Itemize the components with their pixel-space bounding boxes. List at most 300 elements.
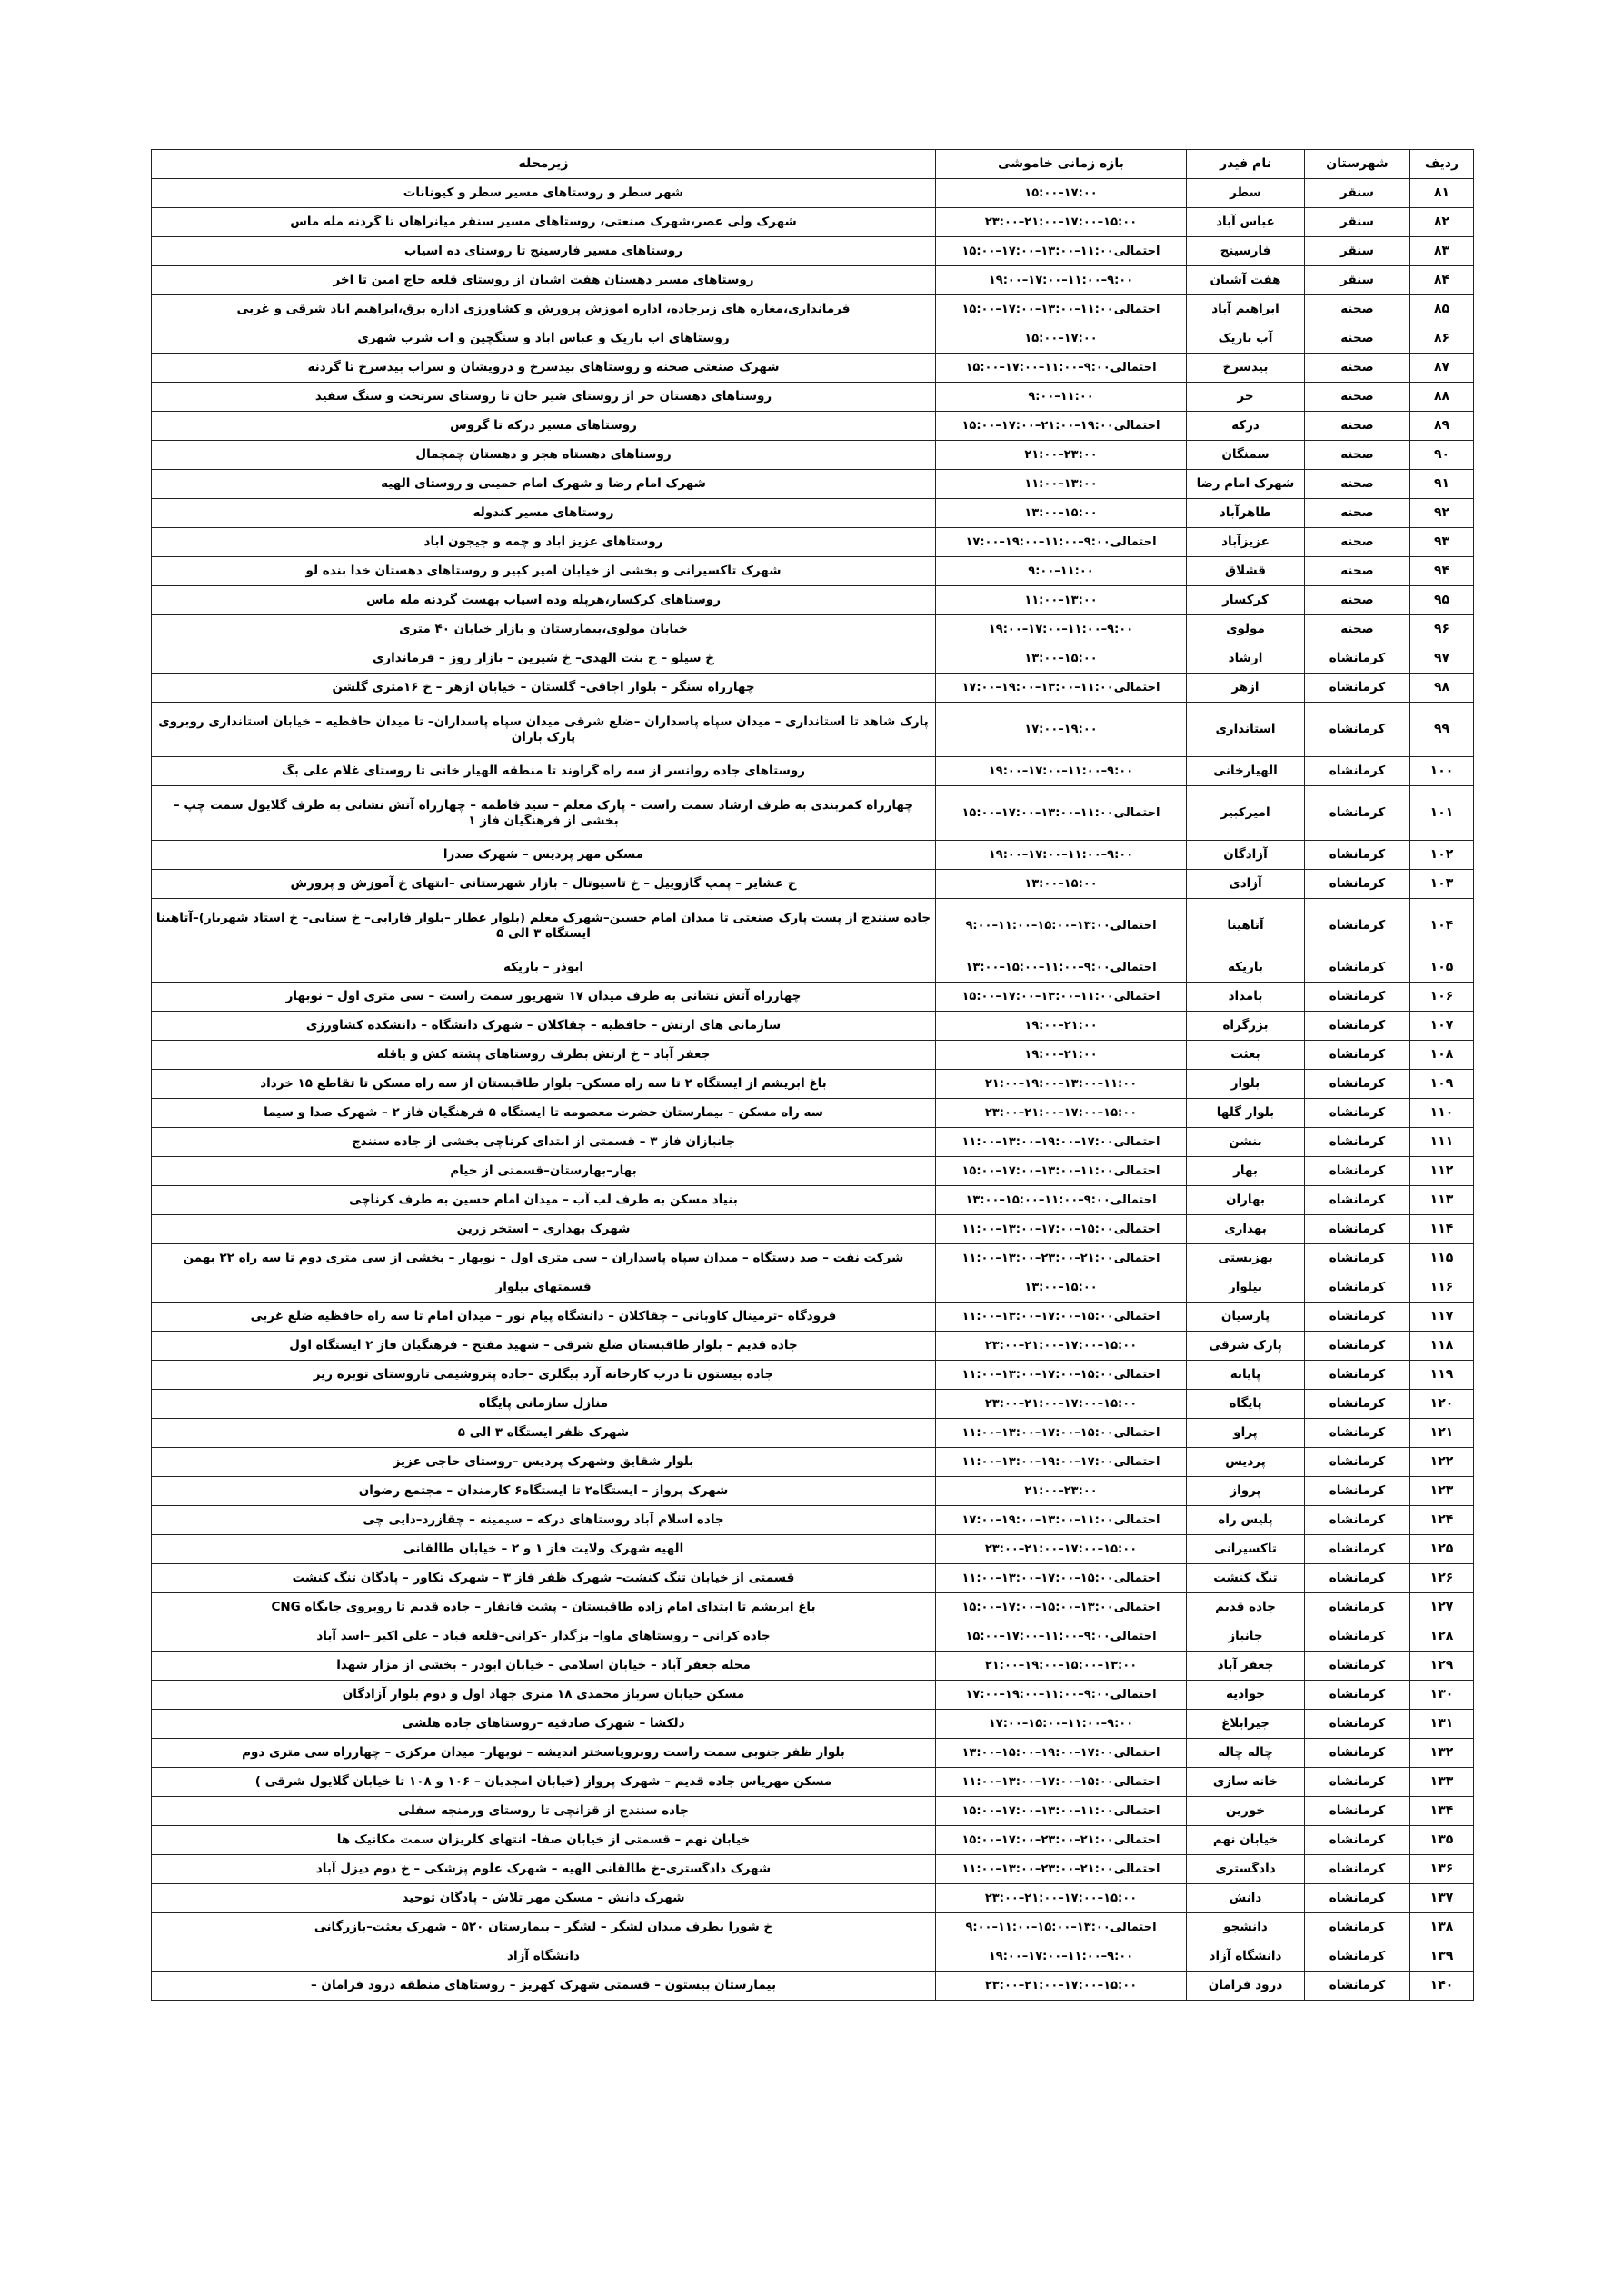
cell-city: کرمانشاه [1305, 1128, 1410, 1157]
cell-feeder: ازهر [1187, 674, 1305, 703]
cell-outage-time: ۲۱:۰۰–۲۳:۰۰ [936, 441, 1187, 470]
cell-feeder: پلیس راه [1187, 1506, 1305, 1535]
cell-outage-time: ۱۹:۰۰–۲۱:۰۰ [936, 1012, 1187, 1041]
cell-feeder: خورین [1187, 1797, 1305, 1826]
table-row [152, 1768, 1474, 1797]
table-row [152, 1157, 1474, 1186]
cell-row-number: ۱۱۹ [1410, 1361, 1474, 1390]
cell-feeder: بهداری [1187, 1215, 1305, 1244]
table-row [152, 1070, 1474, 1099]
cell-area: بلوار ظفر جنوبی سمت راست روبرویاسختر اندیشه – نوبهار– میدان مرکزی – چهارراه سی متری دوم [152, 1739, 936, 1768]
cell-feeder: تاکسیرانی [1187, 1535, 1305, 1564]
cell-outage-time: احتمالی۲۱:۰۰–۲۳:۰۰–۱۳:۰۰–۱۱:۰۰ [936, 1855, 1187, 1884]
table-row [152, 412, 1474, 441]
table-row [152, 1012, 1474, 1041]
cell-row-number: ۱۰۶ [1410, 983, 1474, 1012]
cell-city: صحنه [1305, 615, 1410, 644]
table-row [152, 1855, 1474, 1884]
cell-city: کرمانشاه [1305, 1622, 1410, 1652]
cell-feeder: جعفر آباد [1187, 1652, 1305, 1681]
table-row [152, 1303, 1474, 1332]
cell-row-number: ۱۰۱ [1410, 786, 1474, 841]
cell-city: کرمانشاه [1305, 870, 1410, 899]
cell-city: کرمانشاه [1305, 1273, 1410, 1303]
table-row [152, 1681, 1474, 1710]
cell-city: کرمانشاه [1305, 1506, 1410, 1535]
cell-city: کرمانشاه [1305, 1884, 1410, 1913]
table-row [152, 1273, 1474, 1303]
cell-feeder: عباس آباد [1187, 208, 1305, 237]
cell-feeder: خانه سازی [1187, 1768, 1305, 1797]
cell-row-number: ۸۳ [1410, 237, 1474, 266]
table-row [152, 786, 1474, 841]
cell-area: شهرک دانش – مسکن مهر تلاش – پادگان توحید [152, 1884, 936, 1913]
cell-feeder: بیدسرخ [1187, 354, 1305, 383]
cell-row-number: ۱۱۰ [1410, 1099, 1474, 1128]
cell-feeder: ابراهیم آباد [1187, 295, 1305, 324]
cell-row-number: ۱۱۳ [1410, 1186, 1474, 1215]
table-row [152, 1972, 1474, 2001]
cell-city: کرمانشاه [1305, 1942, 1410, 1972]
cell-outage-time: احتمالی۱۵:۰۰–۱۷:۰۰–۱۳:۰۰–۱۱:۰۰ [936, 1419, 1187, 1448]
table-row [152, 1535, 1474, 1564]
cell-area: شرکت نفت – صد دستگاه – میدان سپاه پاسداران – سی متری اول – نوبهار – بخشی از سی متری دوم تا سه راه ۲۲ بهمن [152, 1244, 936, 1273]
cell-feeder: بعثت [1187, 1041, 1305, 1070]
cell-row-number: ۹۳ [1410, 528, 1474, 557]
header-row-number: ردیف [1410, 150, 1474, 179]
cell-area: سازمانی های ارتش – حافظیه – چقاکلان – شهرک دانشگاه – دانشکده کشاورزی [152, 1012, 936, 1041]
cell-row-number: ۱۰۰ [1410, 757, 1474, 786]
cell-city: کرمانشاه [1305, 1564, 1410, 1593]
cell-row-number: ۱۰۷ [1410, 1012, 1474, 1041]
table-row [152, 1419, 1474, 1448]
cell-area: روستاهای عزیز اباد و چمه و جیجون اباد [152, 528, 936, 557]
cell-city: کرمانشاه [1305, 1244, 1410, 1273]
cell-feeder: پراو [1187, 1419, 1305, 1448]
cell-row-number: ۱۲۴ [1410, 1506, 1474, 1535]
cell-city: کرمانشاه [1305, 1797, 1410, 1826]
table-header-row [152, 150, 1474, 179]
cell-row-number: ۹۰ [1410, 441, 1474, 470]
cell-row-number: ۱۱۴ [1410, 1215, 1474, 1244]
cell-area: روستاهای دهستاه هجر و دهستان چمچمال [152, 441, 936, 470]
table-row [152, 295, 1474, 324]
cell-outage-time: ۱۱:۰۰–۱۳:۰۰ [936, 586, 1187, 615]
cell-row-number: ۱۰۹ [1410, 1070, 1474, 1099]
cell-city: صحنه [1305, 354, 1410, 383]
cell-row-number: ۱۳۰ [1410, 1681, 1474, 1710]
cell-city: کرمانشاه [1305, 1826, 1410, 1855]
cell-row-number: ۹۷ [1410, 644, 1474, 674]
cell-city: کرمانشاه [1305, 1157, 1410, 1186]
cell-feeder: آزادی [1187, 870, 1305, 899]
cell-area: چهارراه کمربندی به طرف ارشاد سمت راست – پارک معلم – سید فاطمه – چهارراه آتش نشانی به طرف گلایول سمت چپ – بخشی از فرهنگیان فاز ۱ [152, 786, 936, 841]
cell-area: قسمتی از خیابان تنگ کنشت– شهرک ظفر فاز ۳ – شهرک تکاور – پادگان تنگ کنشت [152, 1564, 936, 1593]
cell-area: دانشگاه آزاد [152, 1942, 936, 1972]
cell-city: کرمانشاه [1305, 1448, 1410, 1477]
cell-outage-time: ۱۹:۰۰–۱۷:۰۰–۱۱:۰۰–۹:۰۰ [936, 615, 1187, 644]
cell-area: خ عشایر – پمپ گازوییل – خ تاسیوتال – بازار شهرستانی –انتهای خ آموزش و پرورش [152, 870, 936, 899]
cell-area: جاده سنندج از قزانچی تا روستای ورمنجه سفلی [152, 1797, 936, 1826]
table-row [152, 470, 1474, 499]
cell-city: سنقر [1305, 237, 1410, 266]
header-city: شهرستان [1305, 150, 1410, 179]
cell-row-number: ۸۴ [1410, 266, 1474, 295]
cell-city: کرمانشاه [1305, 1390, 1410, 1419]
cell-outage-time: ۲۳:۰۰–۲۱:۰۰–۱۷:۰۰–۱۵:۰۰ [936, 1099, 1187, 1128]
cell-city: کرمانشاه [1305, 786, 1410, 841]
cell-feeder: قشلاق [1187, 557, 1305, 586]
cell-feeder: چاله چاله [1187, 1739, 1305, 1768]
cell-city: صحنه [1305, 412, 1410, 441]
table-row [152, 1041, 1474, 1070]
cell-area: ابوذر – باریکه [152, 953, 936, 983]
cell-outage-time: احتمالی۱۵:۰۰–۱۷:۰۰–۱۳:۰۰–۱۱:۰۰ [936, 1215, 1187, 1244]
table-row [152, 1215, 1474, 1244]
cell-area: فرمانداری،مغازه های زیرجاده، اداره اموزش پرورش و کشاورزی اداره برق،ابراهیم اباد شرقی و غربی [152, 295, 936, 324]
cell-area: منازل سازمانی پایگاه [152, 1390, 936, 1419]
cell-row-number: ۱۲۳ [1410, 1477, 1474, 1506]
cell-outage-time: ۲۱:۰۰–۱۹:۰۰–۱۳:۰۰–۱۱:۰۰ [936, 1070, 1187, 1099]
cell-outage-time: احتمالی۹:۰۰–۱۱:۰۰–۱۹:۰۰–۱۷:۰۰ [936, 528, 1187, 557]
cell-feeder: سمنگان [1187, 441, 1305, 470]
cell-feeder: بامداد [1187, 983, 1305, 1012]
cell-row-number: ۱۰۴ [1410, 899, 1474, 953]
cell-city: کرمانشاه [1305, 1099, 1410, 1128]
cell-feeder: بنشن [1187, 1128, 1305, 1157]
cell-feeder: امیرکبیر [1187, 786, 1305, 841]
cell-row-number: ۱۳۹ [1410, 1942, 1474, 1972]
cell-row-number: ۹۲ [1410, 499, 1474, 528]
cell-feeder: جانباز [1187, 1622, 1305, 1652]
cell-city: کرمانشاه [1305, 899, 1410, 953]
cell-outage-time: ۱۹:۰۰–۲۱:۰۰ [936, 1041, 1187, 1070]
cell-outage-time: ۱۹:۰۰–۱۷:۰۰–۱۱:۰۰–۹:۰۰ [936, 266, 1187, 295]
table-row [152, 1884, 1474, 1913]
cell-row-number: ۱۳۴ [1410, 1797, 1474, 1826]
cell-outage-time: ۱۵:۰۰–۱۷:۰۰ [936, 324, 1187, 354]
cell-outage-time: ۱۳:۰۰–۱۵:۰۰ [936, 644, 1187, 674]
table-row [152, 870, 1474, 899]
cell-row-number: ۱۲۲ [1410, 1448, 1474, 1477]
cell-outage-time: احتمالی۱۵:۰۰–۱۷:۰۰–۱۳:۰۰–۱۱:۰۰ [936, 1768, 1187, 1797]
table-row [152, 1099, 1474, 1128]
cell-outage-time: احتمالی۹:۰۰–۱۱:۰۰–۱۷:۰۰–۱۵:۰۰ [936, 354, 1187, 383]
header-area: زیرمحله [152, 150, 936, 179]
cell-row-number: ۹۵ [1410, 586, 1474, 615]
table-row [152, 1739, 1474, 1768]
cell-row-number: ۸۷ [1410, 354, 1474, 383]
cell-outage-time: ۲۱:۰۰–۲۳:۰۰ [936, 1477, 1187, 1506]
table-row [152, 1826, 1474, 1855]
cell-row-number: ۱۲۵ [1410, 1535, 1474, 1564]
cell-feeder: پارسیان [1187, 1303, 1305, 1332]
table-row [152, 1652, 1474, 1681]
cell-feeder: بلوار [1187, 1070, 1305, 1099]
cell-area: شهرک ولی عصر،شهرک صنعتی، روستاهای مسیر سنقر میانراهان تا گردنه مله ماس [152, 208, 936, 237]
cell-area: دلکشا – شهرک صادقیه –روستاهای جاده هلشی [152, 1710, 936, 1739]
table-row [152, 499, 1474, 528]
cell-feeder: دانشجو [1187, 1913, 1305, 1942]
cell-area: روستاهای جاده روانسر از سه راه گراوند تا منطقه الهیار خانی تا روستای غلام علی بگ [152, 757, 936, 786]
cell-outage-time: احتمالی۱۵:۰۰–۱۷:۰۰–۱۳:۰۰–۱۱:۰۰ [936, 1303, 1187, 1332]
cell-feeder: جیرابلاغ [1187, 1710, 1305, 1739]
table-row [152, 953, 1474, 983]
cell-area: روستاهای دهستان حر از روستای شیر خان تا روستای سرتخت و سنگ سفید [152, 383, 936, 412]
cell-area: شهرک صنعتی صحنه و روستاهای بیدسرخ و درویشان و سراب بیدسرخ تا گردنه [152, 354, 936, 383]
table-row [152, 266, 1474, 295]
cell-outage-time: احتمالی۱۱:۰۰–۱۳:۰۰–۱۹:۰۰–۱۷:۰۰ [936, 674, 1187, 703]
cell-area: مسکن مهر پردیس – شهرک صدرا [152, 841, 936, 870]
cell-row-number: ۱۳۸ [1410, 1913, 1474, 1942]
cell-city: کرمانشاه [1305, 757, 1410, 786]
cell-city: کرمانشاه [1305, 1652, 1410, 1681]
cell-row-number: ۱۰۵ [1410, 953, 1474, 983]
cell-feeder: درود فرامان [1187, 1972, 1305, 2001]
cell-outage-time: ۲۳:۰۰–۲۱:۰۰–۱۷:۰۰–۱۵:۰۰ [936, 208, 1187, 237]
cell-city: صحنه [1305, 383, 1410, 412]
cell-area: شهرک دادگستری–خ طالقانی الهیه – شهرک علوم پزشکی – خ دوم دیزل آباد [152, 1855, 936, 1884]
cell-row-number: ۱۱۱ [1410, 1128, 1474, 1157]
cell-feeder: پردیس [1187, 1448, 1305, 1477]
cell-row-number: ۱۰۳ [1410, 870, 1474, 899]
cell-area: روستاهای اب باریک و عباس اباد و سنگچین و اب شرب شهری [152, 324, 936, 354]
cell-feeder: پایانه [1187, 1361, 1305, 1390]
cell-outage-time: احتمالی۹:۰۰–۱۱:۰۰–۱۵:۰۰–۱۳:۰۰ [936, 1186, 1187, 1215]
cell-area: جاده سنندج از پست پارک صنعتی تا میدان امام حسین–شهرک معلم (بلوار عطار –بلوار فارابی– خ سنایی– خ استاد شهریار)–آتاهینا ایستگاه ۳ الی ۵ [152, 899, 936, 953]
cell-row-number: ۱۱۶ [1410, 1273, 1474, 1303]
cell-feeder: استانداری [1187, 703, 1305, 757]
cell-outage-time: ۱۳:۰۰–۱۵:۰۰ [936, 1273, 1187, 1303]
cell-feeder: آتاهینا [1187, 899, 1305, 953]
cell-feeder: بیلوار [1187, 1273, 1305, 1303]
cell-feeder: باریکه [1187, 953, 1305, 983]
cell-row-number: ۹۶ [1410, 615, 1474, 644]
table-row [152, 983, 1474, 1012]
cell-row-number: ۱۳۲ [1410, 1739, 1474, 1768]
table-row [152, 1448, 1474, 1477]
table-row [152, 1622, 1474, 1652]
cell-city: کرمانشاه [1305, 1855, 1410, 1884]
table-row [152, 1913, 1474, 1942]
table-row [152, 354, 1474, 383]
cell-area: بلوار شقایق وشهرک پردیس –روستای حاجی عزیز [152, 1448, 936, 1477]
cell-city: صحنه [1305, 295, 1410, 324]
table-row [152, 1361, 1474, 1390]
table-row [152, 1390, 1474, 1419]
cell-row-number: ۸۸ [1410, 383, 1474, 412]
cell-row-number: ۱۳۶ [1410, 1855, 1474, 1884]
cell-city: صحنه [1305, 499, 1410, 528]
cell-row-number: ۸۶ [1410, 324, 1474, 354]
cell-feeder: درکه [1187, 412, 1305, 441]
cell-city: کرمانشاه [1305, 841, 1410, 870]
cell-feeder: جاده قدیم [1187, 1593, 1305, 1622]
cell-area: خیابان مولوی،بیمارستان و بازار خیابان ۴۰ متری [152, 615, 936, 644]
cell-feeder: آزادگان [1187, 841, 1305, 870]
cell-city: کرمانشاه [1305, 1332, 1410, 1361]
cell-outage-time: ۱۳:۰۰–۱۵:۰۰ [936, 870, 1187, 899]
cell-feeder: حر [1187, 383, 1305, 412]
cell-outage-time: ۱۹:۰۰–۱۷:۰۰–۱۱:۰۰–۹:۰۰ [936, 757, 1187, 786]
table-row [152, 1942, 1474, 1972]
cell-area: خیابان نهم – قسمتی از خیابان صفا– انتهای کلریزان سمت مکانیک ها [152, 1826, 936, 1855]
table-row [152, 1797, 1474, 1826]
cell-area: شهرک ظفر ایستگاه ۳ الی ۵ [152, 1419, 936, 1448]
cell-row-number: ۱۲۹ [1410, 1652, 1474, 1681]
cell-city: کرمانشاه [1305, 644, 1410, 674]
cell-area: الهیه شهرک ولایت فاز ۱ و ۲ – خیابان طالقانی [152, 1535, 936, 1564]
cell-outage-time: احتمالی۱۹:۰۰–۲۱:۰۰–۱۷:۰۰–۱۵:۰۰ [936, 412, 1187, 441]
table-row [152, 644, 1474, 674]
cell-feeder: سطر [1187, 179, 1305, 208]
cell-row-number: ۱۱۵ [1410, 1244, 1474, 1273]
table-row [152, 1477, 1474, 1506]
cell-city: کرمانشاه [1305, 1070, 1410, 1099]
cell-city: کرمانشاه [1305, 1186, 1410, 1215]
cell-area: شهرک تاکسیرانی و بخشی از خیابان امیر کبیر و روستاهای دهستان خدا بنده لو [152, 557, 936, 586]
cell-outage-time: ۱۷:۰۰–۱۵:۰۰–۱۱:۰۰–۹:۰۰ [936, 1710, 1187, 1739]
cell-outage-time: احتمالی۱۵:۰۰–۱۷:۰۰–۱۳:۰۰–۱۱:۰۰ [936, 1361, 1187, 1390]
cell-area: باغ ابریشم تا ابتدای امام زاده طاقبستان – پشت فانفار – جاده قدیم تا روبروی جایگاه CNG [152, 1593, 936, 1622]
cell-row-number: ۱۰۲ [1410, 841, 1474, 870]
cell-feeder: دانشگاه آزاد [1187, 1942, 1305, 1972]
cell-row-number: ۹۹ [1410, 703, 1474, 757]
cell-city: کرمانشاه [1305, 1972, 1410, 2001]
outage-schedule-sheet [151, 149, 1474, 2001]
cell-city: کرمانشاه [1305, 1681, 1410, 1710]
cell-feeder: آب باریک [1187, 324, 1305, 354]
cell-city: کرمانشاه [1305, 1215, 1410, 1244]
cell-outage-time: ۱۹:۰۰–۱۷:۰۰–۱۱:۰۰–۹:۰۰ [936, 841, 1187, 870]
cell-area: خ شورا بطرف میدان لشگر – لشگر – بیمارستان ۵۲۰ – شهرک بعثت–بازرگانی [152, 1913, 936, 1942]
cell-outage-time: احتمالی۱۷:۰۰–۱۹:۰۰–۱۵:۰۰–۱۳:۰۰ [936, 1739, 1187, 1768]
table-row [152, 1186, 1474, 1215]
cell-city: سنقر [1305, 208, 1410, 237]
cell-outage-time: احتمالی۱۱:۰۰–۱۳:۰۰–۱۷:۰۰–۱۵:۰۰ [936, 237, 1187, 266]
cell-feeder: پارک شرقی [1187, 1332, 1305, 1361]
cell-outage-time: ۹:۰۰–۱۱:۰۰ [936, 383, 1187, 412]
cell-city: کرمانشاه [1305, 1419, 1410, 1448]
cell-area: چهارراه آتش نشانی به طرف میدان ۱۷ شهریور سمت راست – سی متری اول – نوبهار [152, 983, 936, 1012]
table-row [152, 1128, 1474, 1157]
cell-city: کرمانشاه [1305, 1593, 1410, 1622]
cell-area: روستاهای مسیر دهستان هفت اشیان از روستای قلعه حاج امین تا اخر [152, 266, 936, 295]
table-row [152, 383, 1474, 412]
cell-city: کرمانشاه [1305, 674, 1410, 703]
cell-area: خ سیلو – خ بنت الهدی– خ شیرین – بازار روز – فرمانداری [152, 644, 936, 674]
table-row [152, 1564, 1474, 1593]
cell-feeder: پایگاه [1187, 1390, 1305, 1419]
table-row [152, 1710, 1474, 1739]
cell-feeder: تنگ کنشت [1187, 1564, 1305, 1593]
cell-city: سنقر [1305, 266, 1410, 295]
cell-outage-time: ۱۱:۰۰–۱۳:۰۰ [936, 470, 1187, 499]
table-row [152, 703, 1474, 757]
cell-area: سه راه مسکن – بیمارستان حضرت معصومه تا ایستگاه ۵ فرهنگیان فاز ۲ – شهرک صدا و سیما [152, 1099, 936, 1128]
cell-area: جاده اسلام آباد روستاهای درکه – سیمینه – چقازرد–دایی چی [152, 1506, 936, 1535]
cell-area: بیمارستان بیستون – قسمتی شهرک کهریز – روستاهای منطقه درود فرامان – [152, 1972, 936, 2001]
cell-row-number: ۹۸ [1410, 674, 1474, 703]
cell-feeder: دانش [1187, 1884, 1305, 1913]
cell-outage-time: احتمالی۲۱:۰۰–۲۳:۰۰–۱۷:۰۰–۱۵:۰۰ [936, 1826, 1187, 1855]
table-row [152, 841, 1474, 870]
cell-city: کرمانشاه [1305, 1768, 1410, 1797]
cell-row-number: ۸۹ [1410, 412, 1474, 441]
cell-area: جاده کرانی – روستاهای ماوا– بزگدار –کرانی–قلعه قباد – علی اکبر –اسد آباد [152, 1622, 936, 1652]
cell-row-number: ۱۳۱ [1410, 1710, 1474, 1739]
cell-feeder: شهرک امام رضا [1187, 470, 1305, 499]
cell-outage-time: احتمالی۱۷:۰۰–۱۹:۰۰–۱۳:۰۰–۱۱:۰۰ [936, 1448, 1187, 1477]
cell-outage-time: احتمالی۱۱:۰۰–۱۳:۰۰–۱۷:۰۰–۱۵:۰۰ [936, 1157, 1187, 1186]
cell-outage-time: ۱۵:۰۰–۱۷:۰۰ [936, 179, 1187, 208]
cell-feeder: خیابان نهم [1187, 1826, 1305, 1855]
cell-feeder: بهزیستی [1187, 1244, 1305, 1273]
cell-area: مسکن خیابان سرباز محمدی ۱۸ متری جهاد اول و دوم بلوار آزادگان [152, 1681, 936, 1710]
cell-feeder: بهار [1187, 1157, 1305, 1186]
cell-outage-time: احتمالی۹:۰۰–۱۱:۰۰–۱۵:۰۰–۱۳:۰۰ [936, 953, 1187, 983]
cell-row-number: ۱۴۰ [1410, 1972, 1474, 2001]
cell-city: کرمانشاه [1305, 1710, 1410, 1739]
table-row [152, 179, 1474, 208]
cell-city: صحنه [1305, 586, 1410, 615]
cell-outage-time: احتمالی۱۷:۰۰–۱۹:۰۰–۱۳:۰۰–۱۱:۰۰ [936, 1128, 1187, 1157]
table-row [152, 324, 1474, 354]
cell-outage-time: احتمالی۱۳:۰۰–۱۵:۰۰–۱۱:۰۰–۹:۰۰ [936, 1913, 1187, 1942]
cell-feeder: هفت آشیان [1187, 266, 1305, 295]
cell-city: صحنه [1305, 528, 1410, 557]
cell-outage-time: احتمالی۱۱:۰۰–۱۳:۰۰–۱۹:۰۰–۱۷:۰۰ [936, 1506, 1187, 1535]
table-row [152, 586, 1474, 615]
cell-outage-time: ۲۳:۰۰–۲۱:۰۰–۱۷:۰۰–۱۵:۰۰ [936, 1390, 1187, 1419]
cell-outage-time: احتمالی۱۳:۰۰–۱۵:۰۰–۱۷:۰۰–۱۵:۰۰ [936, 1593, 1187, 1622]
cell-feeder: جوادیه [1187, 1681, 1305, 1710]
cell-feeder: الهیارخانی [1187, 757, 1305, 786]
cell-area: شهرک امام رضا و شهرک امام خمینی و روستای الهیه [152, 470, 936, 499]
cell-area: شهرک بهداری – استخر زرین [152, 1215, 936, 1244]
cell-city: کرمانشاه [1305, 1535, 1410, 1564]
cell-area: شهر سطر و روستاهای مسیر سطر و کیونانات [152, 179, 936, 208]
table-row [152, 208, 1474, 237]
cell-city: کرمانشاه [1305, 1913, 1410, 1942]
table-row [152, 674, 1474, 703]
cell-outage-time: احتمالی۱۵:۰۰–۱۷:۰۰–۱۳:۰۰–۱۱:۰۰ [936, 1564, 1187, 1593]
cell-outage-time: احتمالی۱۳:۰۰–۱۵:۰۰–۱۱:۰۰–۹:۰۰ [936, 899, 1187, 953]
cell-area: مسکن مهریاس جاده قدیم – شهرک پرواز (خیابان امجدیان – ۱۰۶ و ۱۰۸ تا خیابان گلایول شرقی ) [152, 1768, 936, 1797]
cell-row-number: ۸۵ [1410, 295, 1474, 324]
cell-row-number: ۱۳۳ [1410, 1768, 1474, 1797]
cell-row-number: ۱۱۷ [1410, 1303, 1474, 1332]
cell-area: جعفر آباد – خ ارتش بطرف روستاهای پشته کش و باقله [152, 1041, 936, 1070]
cell-feeder: ارشاد [1187, 644, 1305, 674]
cell-area: بنیاد مسکن به طرف لب آب – میدان امام حسین به طرف کرناچی [152, 1186, 936, 1215]
cell-row-number: ۱۳۷ [1410, 1884, 1474, 1913]
table-row [152, 899, 1474, 953]
cell-city: صحنه [1305, 324, 1410, 354]
cell-feeder: دادگستری [1187, 1855, 1305, 1884]
table-row [152, 1332, 1474, 1361]
cell-area: چهارراه سنگر – بلوار اجاقی– گلستان – خیابان ازهر – خ ۱۶متری گلشن [152, 674, 936, 703]
table-row [152, 1506, 1474, 1535]
cell-outage-time: ۲۱:۰۰–۱۹:۰۰–۱۵:۰۰–۱۳:۰۰ [936, 1652, 1187, 1681]
cell-row-number: ۱۰۸ [1410, 1041, 1474, 1070]
cell-city: کرمانشاه [1305, 1739, 1410, 1768]
cell-outage-time: ۱۹:۰۰–۱۷:۰۰–۱۱:۰۰–۹:۰۰ [936, 1942, 1187, 1972]
cell-area: روستاهای مسیر فارسینج تا روستای ده اسیاب [152, 237, 936, 266]
cell-feeder: فارسینج [1187, 237, 1305, 266]
cell-city: کرمانشاه [1305, 953, 1410, 983]
cell-outage-time: ۱۳:۰۰–۱۵:۰۰ [936, 499, 1187, 528]
